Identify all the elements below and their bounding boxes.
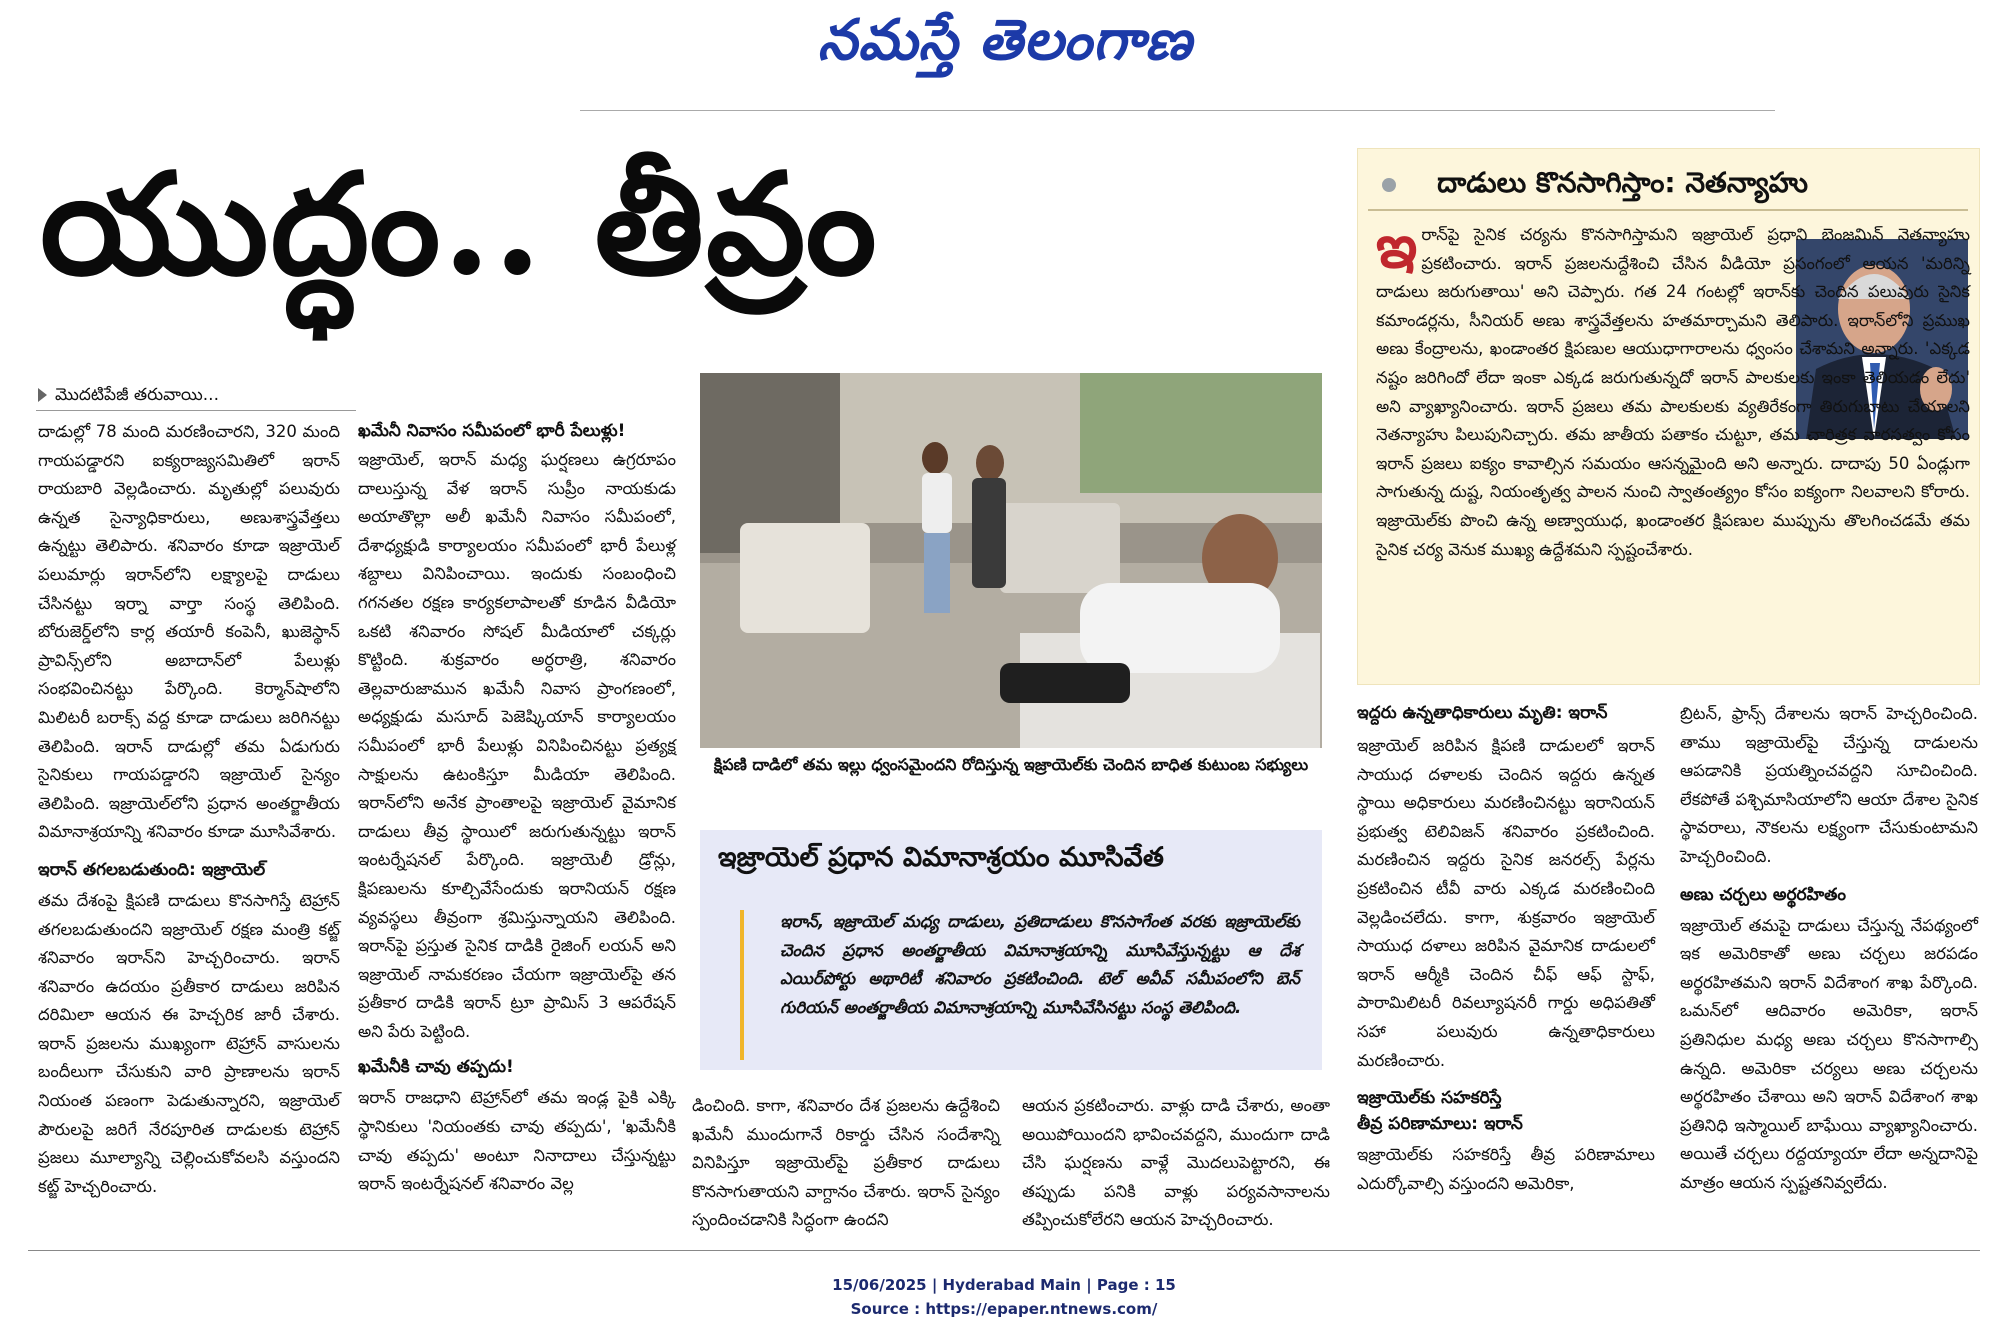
- netanyahu-box-text: [1376, 212, 1970, 564]
- continued-text: మొదటిపేజీ తరువాయి...: [55, 385, 219, 405]
- jump-underline: [36, 410, 356, 411]
- box-header-divider: [1368, 209, 1968, 211]
- article-column-5: [1357, 700, 1655, 1198]
- airport-box-text: ఇరాన్, ఇజ్రాయెల్ మధ్య దాడులు, ప్రతిదాడులు కొనసాగేంత వరకు ఇజ్రాయెల్‌కు చెందిన ప్రధాన అంతర్జాతీయ విమానాశ్రయాన్ని మూసివేస్తున్నట్టు ఆ దేశ ఎయిర్‌పోర్టు అథారిటీ శనివారం ప్రకటించింది. టెల్ అవీవ్ సమీపంలోని బెన్ గురియన్ అంతర్జాతీయ విమానాశ్రయాన్ని మూసివేసినట్టు సంస్థ తెలిపింది.: [780, 912, 1300, 1017]
- masthead-logo: నమస్తే తెలంగాణ: [817, 8, 1193, 73]
- column-5-paragraph-2: ఇజ్రాయెల్‌కు సహకరిస్తే తీవ్ర పరిణామాలు ఎదుర్కోవాల్సి వస్తుందని అమెరికా,: [1357, 1145, 1655, 1193]
- footer-source-line: Source : https://epaper.ntnews.com/: [850, 1300, 1158, 1318]
- airport-box-rule: [740, 910, 744, 1060]
- masthead-divider: [580, 110, 1775, 111]
- article-column-6: [1680, 700, 1978, 1198]
- airport-closure-box: [700, 830, 1322, 1070]
- netanyahu-box-body: రాన్‌పై సైనిక చర్యను కొనసాగిస్తామని ఇజ్రాయెల్ ప్రధాని బెంజమిన్ నెతన్యాహు ప్రకటించారు. ఇరాన్ ప్రజలనుద్దేశించి చేసిన వీడియో ప్రసంగంలో ఆయన 'మరిన్ని దాడులు జరుగుతాయి' అని చెప్పారు. గత 24 గంటల్లో ఇరాన్‌కు చెందిన పలువురు సైనిక కమాండర్లను, సీనియర్ అణు శాస్త్రవేత్తలను హతమార్చామని తెలిపారు. ఇరాన్‌లోని ప్రముఖ అణు కేంద్రాలను, ఖండాంతర క్షిపణుల ఆయుధాగారాలను ధ్వంసం చేశామని అన్నారు. 'ఎక్కడ నష్టం జరిగిందో లేదా ఇంకా ఎక్కడ జరుగుతున్నదో ఇరాన్ పాలకులకు ఇంకా తెలియడం లేదు' అని వ్యాఖ్యానించారు. ఇరాన్ ప్రజలు తమ పాలకులకు వ్యతిరేకంగా తిరుగుబాటు చేయాలని నెతన్యాహు పిలుపునిచ్చారు. తమ జాతీయ పతాకం చుట్టూ, తమ చారిత్రక వారసత్వం కోసం ఇరాన్ ప్రజలు ఐక్యం కావాల్సిన సమయం ఆసన్నమైంది అని అన్నారు. దాదాపు 50 ఏండ్లుగా సాగుతున్న దుష్ట, నియంతృత్వ పాలన నుంచి స్వాతంత్య్రం కోసం ఐక్యంగా నిలవాలని కోరారు. ఇజ్రాయెల్‌కు పొంచి ఉన్న అణ్వాయుధ, ఖండాంతర క్షిపణుల ముప్పును తొలగించడమే తమ సైనిక చర్య వెనుక ముఖ్య ఉద్దేశమని స్పష్టంచేశారు.: [1376, 225, 1970, 559]
- column-1-paragraph-1: దాడుల్లో 78 మంది మరణించారని, 320 మంది గాయపడ్డారని ఐక్యరాజ్యసమితిలో ఇరాన్ రాయబారి వెల్లడించారు. మృతుల్లో పలువురు ఉన్నత సైన్యాధికారులు, అణుశాస్త్రవేత్తలు ఉన్నట్టు తెలిపారు. శనివారం కూడా ఇజ్రాయెల్ పలుమార్లు ఇరాన్‌లోని లక్ష్యాలపై దాడులు చేసినట్టు ఇర్నా వార్తా సంస్థ తెలిపింది. బోరుజెర్డ్‌లోని కార్ల తయారీ కంపెనీ, ఖుజెస్థాన్ ప్రావిన్స్‌లోని అబాదాన్‌లో పేలుళ్లు సంభవించినట్టు పేర్కొంది. కెర్మాన్‌షాలోని మిలిటరీ బరాక్స్ వద్ద కూడా దాడులు జరిగినట్టు తెలిపింది. ఇరాన్ దాడుల్లో తమ ఏడుగురు సైనికులు గాయపడ్డారని ఇజ్రాయెల్ సైన్యం తెలిపింది. ఇజ్రాయెల్‌లోని ప్రధాన అంతర్జాతీయ విమానాశ్రయాన్ని శనివారం కూడా మూసివేశారు.: [38, 422, 340, 842]
- column-6-paragraph-1: బ్రిటన్, ఫ్రాన్స్ దేశాలను ఇరాన్ హెచ్చరించింది. తాము ఇజ్రాయెల్‌పై చేస్తున్న దాడులను ఆపడానికి ప్రయత్నించవద్దని సూచించింది. లేకపోతే పశ్చిమాసియాలోని ఆయా దేశాల సైనిక స్థావరాలు, నౌకలను లక్ష్యంగా చేసుకుంటామని హెచ్చరించింది.: [1680, 704, 1978, 866]
- column-6-paragraph-2: ఇజ్రాయెల్ తమపై దాడులు చేస్తున్న నేపథ్యంలో ఇక అమెరికాతో అణు చర్చలు జరపడం అర్థరహితమని ఇరాన్ విదేశాంగ శాఖ పేర్కొంది. ఒమన్‌లో ఆదివారం అమెరికా, ఇరాన్ ప్రతినిధుల మధ్య అణు చర్చలు కొనసాగాల్సి ఉన్నది. అమెరికా చర్యలు అణు చర్చలను అర్థరహితం చేశాయి అని ఇరాన్ విదేశాంగ శాఖ ప్రతినిధి ఇస్మాయిల్ బాఘేయి వ్యాఖ్యానించారు. అయితే చర్చలు రద్దయ్యాయా లేదా అన్నదానిపై మాత్రం ఆయన స్పష్టతనివ్వలేదు.: [1680, 915, 1978, 1192]
- column-5-subhead-2b: తీవ్ర పరిణామాలు: ఇరాన్: [1357, 1114, 1523, 1135]
- column-2-subhead-2: ఖమేనీకి చావు తప్పదు!: [358, 1057, 514, 1078]
- netanyahu-box: [1357, 148, 1980, 685]
- column-1-paragraph-2: తమ దేశంపై క్షిపణి దాడులు కొనసాగిస్తే టెహ్రాన్ తగలబడుతుందని ఇజ్రాయెల్ రక్షణ మంత్రి కట్జ్ శనివారం ఇరాన్‌ని హెచ్చరించారు. ఇరాన్ శనివారం ఉదయం ప్రతీకార దాడులు జరిపిన దరిమిలా ఆయన ఈ హెచ్చరిక జారీ చేశారు. ఇరాన్ ప్రజలను ముఖ్యంగా టెహ్రాన్ వాసులను బందీలుగా చేసుకుని వారి ప్రాణాలను ఇరాన్ నియంత పణంగా పెడుతున్నారని, ఇజ్రాయెల్ పౌరులపై జరిగే నేరపూరిత దాడులకు టెహ్రాన్ ప్రజలు మూల్యాన్ని చెల్లించుకోవలసి వస్తుందని కట్జ్ హెచ్చరించారు.: [38, 890, 340, 1196]
- column-1-subhead: ఇరాన్ తగలబడుతుంది: ఇజ్రాయెల్: [38, 859, 266, 880]
- article-column-2: [358, 418, 676, 1199]
- airport-box-title: ఇజ్రాయెల్ ప్రధాన విమానాశ్రయం మూసివేత: [718, 842, 1164, 873]
- column-2-paragraph-2: ఇరాన్ రాజధాని టెహ్రాన్‌లో తమ ఇండ్ల పైకి ఎక్కి స్థానికులు 'నియంతకు చావు తప్పదు', 'ఖమేనీకి చావు తప్పదు' అంటూ నినాదాలు చేస్తున్నట్టు ఇరాన్ ఇంటర్నేషనల్ శనివారం వెల్ల: [358, 1088, 676, 1194]
- drop-cap: ఇ: [1376, 212, 1418, 282]
- article-column-3: డించింది. కాగా, శనివారం దేశ ప్రజలను ఉద్దేశించి ఖమేనీ ముందుగానే రికార్డు చేసిన సందేశాన్ని వినిపిస్తూ ఇజ్రాయెల్‌పై ప్రతీకార దాడులు కొనసాగుతాయని వాగ్దానం చేశారు. ఇరాన్ సైన్యం స్పందించడానికి సిద్ధంగా ఉందని: [692, 1096, 1000, 1230]
- column-5-subhead-1: ఇద్దరు ఉన్నతాధికారులు మృతి: ఇరాన్: [1357, 703, 1608, 723]
- netanyahu-box-title: దాడులు కొనసాగిస్తాం: నెతన్యాహు: [1437, 166, 1809, 199]
- column-6-subhead: అణు చర్చలు అర్థరహితం: [1680, 884, 1847, 905]
- news-photo: [700, 373, 1322, 748]
- photo-illustration: [700, 373, 1322, 748]
- column-2-subhead-1: ఖమేనీ నివాసం సమీపంలో భారీ పేలుళ్లు!: [358, 421, 626, 441]
- column-5-paragraph-1: ఇజ్రాయెల్ జరిపిన క్షిపణి దాడులలో ఇరాన్ సాయుధ దళాలకు చెందిన ఇద్దరు ఉన్నత స్థాయి అధికారులు మరణించినట్టు ఇరానియన్ ప్రభుత్వ టెలివిజన్ శనివారం ప్రకటించింది. మరణించిన ఇద్దరు సైనిక జనరల్స్ పేర్లను ప్రకటించిన టీవీ వారు ఎక్కడ మరణించింది వెల్లడించలేదు. కాగా, శుక్రవారం ఇజ్రాయెల్ సాయుధ దళాలు జరిపిన వైమానిక దాడులలో ఇరాన్ ఆర్మీకి చెందిన చీఫ్ ఆఫ్ స్టాఫ్, పారామిలిటరీ రివల్యూషనరీ గార్డు అధిపతితో సహా పలువురు ఉన్నతాధికారులు మరణించారు.: [1357, 736, 1655, 1070]
- column-2-paragraph-1: ఇజ్రాయెల్, ఇరాన్ మధ్య ఘర్షణలు ఉగ్రరూపం దాలుస్తున్న వేళ ఇరాన్ సుప్రీం నాయకుడు అయాతొల్లా అలీ ఖమేనీ నివాసం సమీపంలో, దేశాధ్యక్షుడి కార్యాలయం సమీపంలో భారీ పేలుళ్ల శబ్దాలు వినిపించాయి. ఇందుకు సంబంధించి గగనతల రక్షణ కార్యకలాపాలతో కూడిన వీడియో ఒకటి శనివారం సోషల్ మీడియాలో చక్కర్లు కొట్టింది. శుక్రవారం అర్ధరాత్రి, శనివారం తెల్లవారుజామున ఖమేనీ నివాస ప్రాంగణంలో, అధ్యక్షుడు మసూద్ పెజెష్కియాన్ కార్యాలయం సమీపంలో భారీ పేలుళ్లు వినిపించినట్టు ప్రత్యక్ష సాక్షులను ఉటంకిస్తూ మీడియా తెలిపింది. ఇరాన్‌లోని అనేక ప్రాంతాలపై ఇజ్రాయెల్ వైమానిక దాడులు తీవ్ర స్థాయిలో జరుగుతున్నట్టు ఇరాన్ ఇంటర్నేషనల్ పేర్కొంది. ఇజ్రాయెలీ డ్రోన్లు, క్షిపణులను కూల్చివేసేందుకు ఇరానియన్ రక్షణ వ్యవస్థలు తీవ్రంగా శ్రమిస్తున్నాయని తెలిపింది. ఇరాన్‌పై ప్రస్తుత సైనిక దాడికి రైజింగ్ లయన్ అని ఇజ్రాయెల్ నామకరణం చేయగా ఇజ్రాయెల్‌పై తన ప్రతీకార దాడికి ఇరాన్ ట్రూ ప్రామిస్ 3 ఆపరేషన్ అని పేరు పెట్టింది.: [358, 450, 676, 1041]
- photo-caption: క్షిపణి దాడిలో తమ ఇల్లు ధ్వంసమైందని రోదిస్తున్న ఇజ్రాయెల్‌కు చెందిన బాధిత కుటుంబ సభ్యులు: [713, 755, 1309, 774]
- page-headline: యుద్ధం.. తీవ్రం: [40, 143, 879, 307]
- bullet-icon: [1382, 178, 1396, 192]
- article-column-1: [38, 418, 340, 1201]
- arrow-icon: [38, 388, 47, 402]
- footer-divider: [28, 1250, 1980, 1251]
- column-5-subhead-2a: ఇజ్రాయెల్‌కు సహకరిస్తే: [1357, 1088, 1502, 1109]
- continued-label: [38, 385, 219, 409]
- netanyahu-box-header: [1382, 163, 1962, 203]
- footer-date-line: 15/06/2025 | Hyderabad Main | Page : 15: [832, 1276, 1176, 1294]
- article-column-4: ఆయన ప్రకటించారు. వాళ్లు దాడి చేశారు, అంతా అయిపోయిందని భావించవద్దని, ముందుగా దాడి చేసి ఘర్షణను వాళ్లే మొదలుపెట్టారని, ఈ తప్పుడు పనికి వాళ్లు పర్యవసానాలను తప్పించుకోలేరని ఆయన హెచ్చరించారు.: [1022, 1096, 1330, 1230]
